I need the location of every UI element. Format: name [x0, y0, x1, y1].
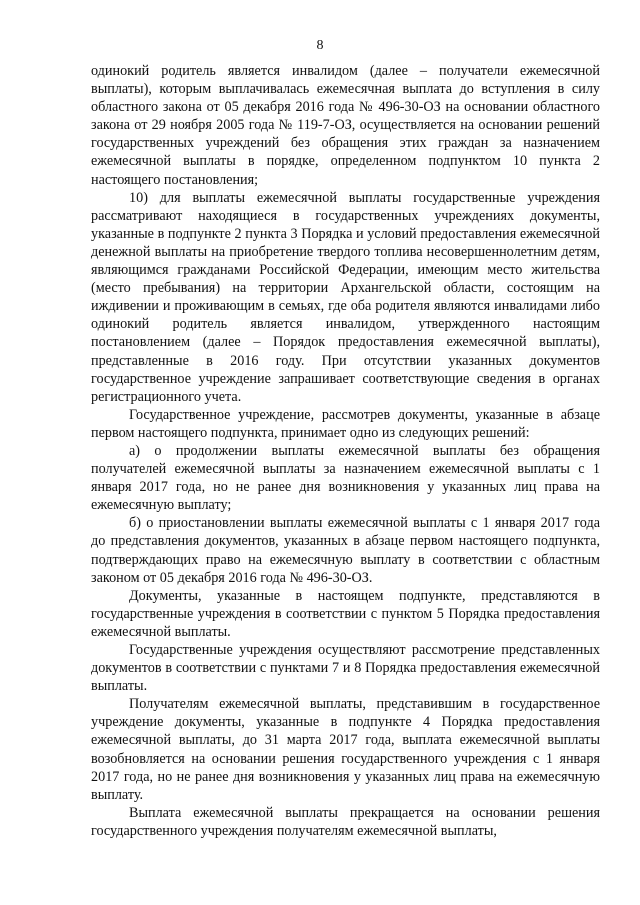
paragraph: Документы, указанные в настоящем подпункте, представляются в государственные учреждения в соответствии с пунктом 5 Порядка предоставления ежемесячной выплаты.: [91, 587, 600, 640]
paragraph: Получателям ежемесячной выплаты, представившим в государственное учреждение документы, указанные в подпункте 4 Порядка предоставления ежемесячной выплаты, до 31 марта 2017 года, выплата ежемесячной выплаты возобновляется на основании решения государственного учреждения с 1 января 2017 года, но не ранее дня возникновения у указанных лиц права на ежемесячную выплату.: [91, 696, 600, 803]
paragraph: а) о продолжении выплаты ежемесячной выплаты без обращения получателей ежемесячной выплаты за назначением ежемесячной выплаты с 1 января 2017 года, но не ранее дня возникновения у указанных лиц права на ежемесячную выплату;: [91, 442, 600, 514]
paragraph: 10) для выплаты ежемесячной выплаты государственные учреждения рассматривают находящиеся в государственных учреждениях документы, указанные в подпункте 2 пункта 3 Порядка и условий предоставления ежемесячной денежной выплаты на приобретение твердого топлива несовершеннолетним детям, являющимся гражданами Российской Федерации, имеющим место жительства (место пребывания) на территории Архангельской области, состоящим на иждивении и проживающим в семьях, где оба родителя являются инвалидами либо одинокий родитель является инвалидом, утвержденного настоящим постановлением (далее – Порядок предоставления ежемесячной выплаты), представленные в 2016 году. При отсутствии указанных документов государственное учреждение запрашивает соответствующие сведения в органах регистрационного учета.: [91, 189, 600, 405]
paragraph: б) о приостановлении выплаты ежемесячной выплаты с 1 января 2017 года до представления документов, указанных в абзаце первом настоящего подпункта, подтверждающих право на ежемесячную выплату в соответствии с областным законом от 05 декабря 2016 года № 496-30-ОЗ.: [91, 515, 600, 586]
paragraph: Государственные учреждения осуществляют рассмотрение представленных документов в соответствии с пунктами 7 и 8 Порядка предоставления ежемесячной выплаты.: [91, 642, 600, 695]
paragraph: одинокий родитель является инвалидом (далее – получатели ежемесячной выплаты), которым выплачивалась ежемесячная выплата до вступления в силу областного закона от 05 декабря 2016 года № 496-30-ОЗ на основании областного закона от 29 ноября 2005 года № 119-7-ОЗ, осуществляется на основании решений государственных учреждений без обращения этих граждан за назначением ежемесячной выплаты в порядке, определенном подпунктом 10 пункта 2 настоящего постановления;: [91, 63, 600, 188]
body-text: [91, 62, 600, 840]
paragraph: Государственное учреждение, рассмотрев документы, указанные в абзаце первом настоящего подпункта, принимает одно из следующих решений:: [91, 406, 600, 441]
page-number: 8: [316, 38, 324, 53]
paragraph: Выплата ежемесячной выплаты прекращается на основании решения государственного учреждения получателям ежемесячной выплаты,: [91, 804, 600, 839]
